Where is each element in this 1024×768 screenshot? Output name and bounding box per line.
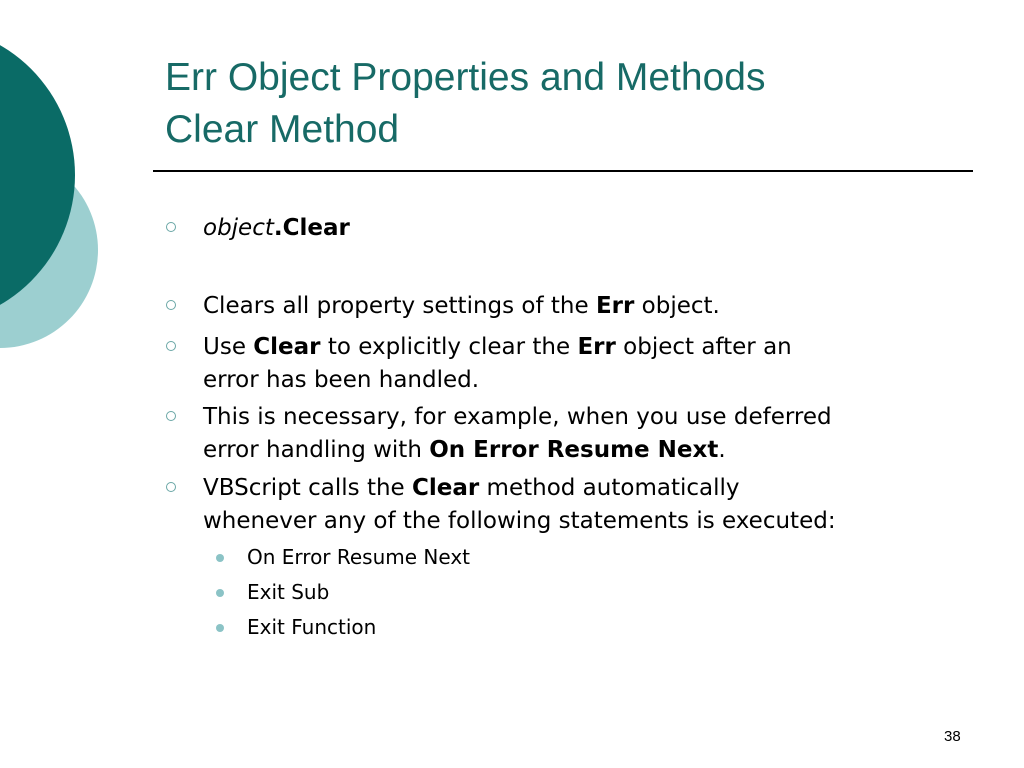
bullet-text-run: Err [595,293,635,319]
bullet-text-run: Clears all property settings of the [203,293,596,319]
page-number: 38 [944,728,961,745]
sub-bullet-item [247,578,947,606]
bullet-item [203,472,963,538]
sub-bullet-text: Exit Sub [247,580,330,604]
bullet-text-run: error handling with [203,437,430,463]
bullet-text-run: whenever any of the following statements is executed: [203,508,836,534]
bullet-text-run: method automatically [479,475,740,501]
title-line-2: Clear Method [165,108,400,151]
bullet-text-run: Clear [253,334,321,360]
bullet-line [203,434,963,467]
bullet-line [203,212,963,245]
filled-dot-bullet-icon [216,589,224,597]
bullet-text-run: VBScript calls the [203,475,412,501]
bullet-text-run: . [718,437,726,463]
bullet-item [203,290,963,323]
bullet-text-run: object after an [615,334,792,360]
bullet-line [203,290,963,323]
bullet-line [203,472,963,505]
hollow-circle-bullet-icon [166,300,176,310]
bullet-item [203,401,963,467]
bullet-line [203,401,963,434]
hollow-circle-bullet-icon [166,222,176,232]
bullet-item [203,212,963,245]
sub-bullet-item [247,613,947,641]
sub-bullet-item [247,543,947,571]
bullet-item [203,331,963,397]
bullet-text-run: Clear [412,475,480,501]
bullet-text-run: object [203,215,274,241]
bullet-text-run: Use [203,334,254,360]
bullet-text-run: On Error Resume Next [429,437,719,463]
hollow-circle-bullet-icon [166,411,176,421]
hollow-circle-bullet-icon [166,482,176,492]
bullet-text-run: This is necessary, for example, when you use deferred [203,404,832,430]
bullet-text-run: error has been handled. [203,367,480,393]
bullet-line [203,331,963,364]
bullet-text-run: object. [634,293,720,319]
sub-bullet-text: On Error Resume Next [247,545,471,569]
bullet-text-run: Err [577,334,616,360]
hollow-circle-bullet-icon [166,341,176,351]
bullet-text-run: .Clear [273,215,350,241]
sub-bullet-text: Exit Function [247,615,377,639]
filled-dot-bullet-icon [216,554,224,562]
bullet-text-run: to explicitly clear the [320,334,578,360]
filled-dot-bullet-icon [216,624,224,632]
bullet-line [203,364,963,397]
bullet-line [203,505,963,538]
title-line-1: Err Object Properties and Methods [165,56,766,99]
